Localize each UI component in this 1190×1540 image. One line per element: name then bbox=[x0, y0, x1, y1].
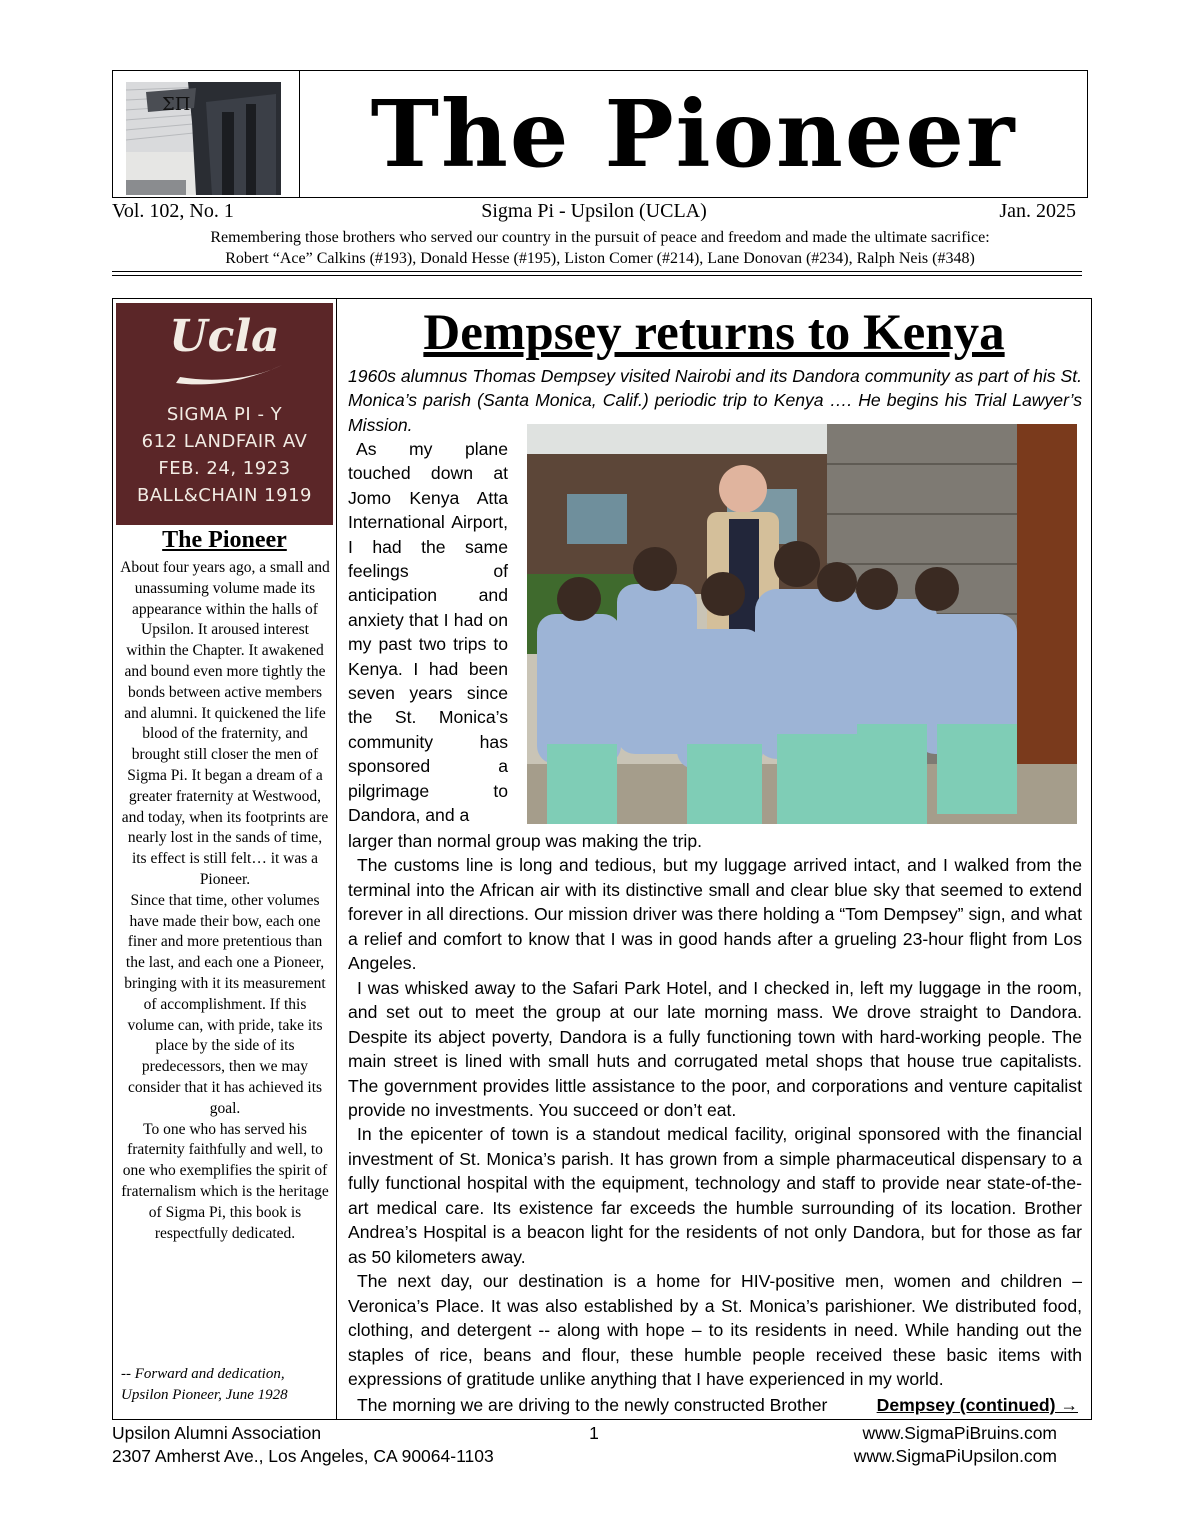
house-facade-image bbox=[126, 82, 281, 195]
double-rule-bottom bbox=[112, 275, 1082, 276]
footer-address: 2307 Amherst Ave., Los Angeles, CA 90064-1103 bbox=[112, 1446, 494, 1466]
article-paragraph: larger than normal group was making the trip. bbox=[348, 831, 703, 851]
memorial-names: Robert “Ace” Calkins (#193), Donald Hesse (#195), Liston Comer (#214), Lane Donovan (#234), Ralph Neis (#348) bbox=[225, 250, 975, 267]
article-paragraph: The morning we are driving to the newly constructed Brother bbox=[357, 1395, 828, 1415]
ucla-plaque-image bbox=[116, 303, 333, 525]
footer-organization: Upsilon Alumni Association bbox=[112, 1423, 322, 1443]
page-footer bbox=[112, 1422, 1062, 1470]
masthead bbox=[112, 70, 1088, 198]
sidebar-paragraph: To one who has served his fraternity faithfully and well, to one who exemplifies the spirit of fraternalism which is the heritage of Sigma Pi, this book is respectfully dedicated. bbox=[121, 1120, 329, 1242]
article-paragraph: The customs line is long and tedious, but my luggage arrived intact, and I walked from the terminal into the African air with its distinctive small and clear blue sky that seemed to extend forever in all directions. Our mission driver was there holding a “Tom Dempsey” sign, and what a relief and comfort to know that I was in good hands after a grueling 23-hour flight from Los Angeles. bbox=[348, 855, 1082, 974]
plaque-text bbox=[116, 401, 333, 509]
ucla-logo: Ucla bbox=[169, 311, 280, 362]
plaque-line: SIGMA PI - Y bbox=[166, 404, 283, 425]
memorial-intro: Remembering those brothers who served our country in the pursuit of peace and freedom and made the ultimate sacrifice: bbox=[210, 229, 990, 246]
newspaper-title: The Pioneer bbox=[370, 80, 1017, 188]
plaque-line: 612 LANDFAIR AV bbox=[141, 431, 308, 452]
article-paragraph: As my plane touched down at Jomo Kenya Atta International Airport, I had the same feelings of anticipation and anxiety that I had on my past two trips to Kenya. I had been seven years since the St. Monica’s community has sponsored a pilgrimage to Dandora, and a bbox=[348, 439, 508, 826]
article-photo bbox=[527, 424, 1077, 824]
issue-date: Jan. 2025 bbox=[999, 200, 1076, 222]
article-deck: 1960s alumnus Thomas Dempsey visited Nairobi and its Dandora community as part of his St. Monica’s parish (Santa Monica, Calif.) periodic trip to Kenya …. He begins his Trial Lawyer’s Mission. bbox=[348, 366, 1082, 435]
double-rule-top bbox=[112, 271, 1082, 272]
page-number: 1 bbox=[589, 1423, 599, 1443]
sidebar-paragraph: Since that time, other volumes have made their bow, each one finer and more pretentious than the last, and each one a Pioneer, bringing with it its measurement of accomplishment. If this volume can, with pride, take its place by the side of its predecessors, then we may consider that it has achieved its goal. bbox=[124, 891, 326, 1117]
sidebar-dedication bbox=[120, 558, 330, 1244]
svg-text:ΣΠ: ΣΠ bbox=[162, 94, 191, 115]
article-body bbox=[348, 829, 1082, 1391]
chapter-name: Sigma Pi - Upsilon (UCLA) bbox=[481, 200, 707, 222]
sidebar-paragraph: About four years ago, a small and unassuming volume made its appearance within the halls of Upsilon. It aroused interest within the Chapter. It awakened and bound even more tightly the bonds between active members and alumni. It quickened the life blood of the fraternity, and brought still closer the men of Sigma Pi. It began a dream of a greater fraternity at Westwood, and today, when its footprints are nearly lost in the sands of time, its effect is still felt… it was a Pioneer. bbox=[120, 559, 330, 888]
footer-website-link[interactable]: www.SigmaPiBruins.com bbox=[862, 1423, 1057, 1443]
article-headline: Dempsey returns to Kenya bbox=[423, 305, 1005, 361]
sidebar-title: The Pioneer bbox=[162, 527, 287, 553]
article-paragraph: The next day, our destination is a home for HIV-positive men, women and children – Veronica’s Place. It was also established by a St. Monica’s parishioner. We distributed food, clothing, and detergent -- along with hope – to its residents in need. While handing out the staples of rice, beans and flour, these humble people received these basic items with expressions of gratitude unlike anything that I have experienced in my world. bbox=[348, 1271, 1082, 1389]
column-divider bbox=[336, 298, 337, 1420]
issue-line bbox=[112, 200, 1076, 224]
article-paragraph: I was whisked away to the Safari Park Hotel, and I checked in, left my luggage in the room, and set out to meet the group at our late morning mass. We drove straight to Dandora. Despite its abject poverty, Dandora is a fully functioning town with hard-working people. The main street is lined with small huts and corrugated metal shops that house true capitalists. The government provides little assistance to the poor, and corporations and venture capitalist provide no investments. You succeed or don’t eat. bbox=[348, 977, 1082, 1120]
plaque-line: FEB. 24, 1923 bbox=[158, 458, 291, 479]
article-paragraph: In the epicenter of town is a standout medical facility, original sponsored with the financial investment of St. Monica’s parish. It has grown from a simple pharmaceutical dispensary to a fully functional hospital with the equipment, technology and staff to provide near state-of-the-art medical care. Its existence far exceeds the humble surrounding of its location. Brother Andrea’s Hospital is a beacon light for the residents of not only Dandora, but for those as far as 50 kilometers away. bbox=[348, 1124, 1082, 1267]
footer-website-link[interactable]: www.SigmaPiUpsilon.com bbox=[853, 1446, 1057, 1466]
plaque-line: BALL&CHAIN 1919 bbox=[137, 485, 312, 506]
swoosh-icon bbox=[174, 361, 284, 389]
sidebar-credit bbox=[121, 1364, 331, 1405]
house-facade-photo bbox=[113, 71, 300, 197]
volume-number: Vol. 102, No. 1 bbox=[112, 200, 234, 222]
credit-line: -- Forward and dedication, bbox=[121, 1366, 285, 1382]
credit-line: Upsilon Pioneer, June 1928 bbox=[121, 1386, 288, 1403]
continued-link[interactable]: Dempsey (continued) → bbox=[876, 1395, 1078, 1415]
kenya-children-photo bbox=[527, 424, 1077, 824]
article-intro-column bbox=[348, 437, 508, 828]
